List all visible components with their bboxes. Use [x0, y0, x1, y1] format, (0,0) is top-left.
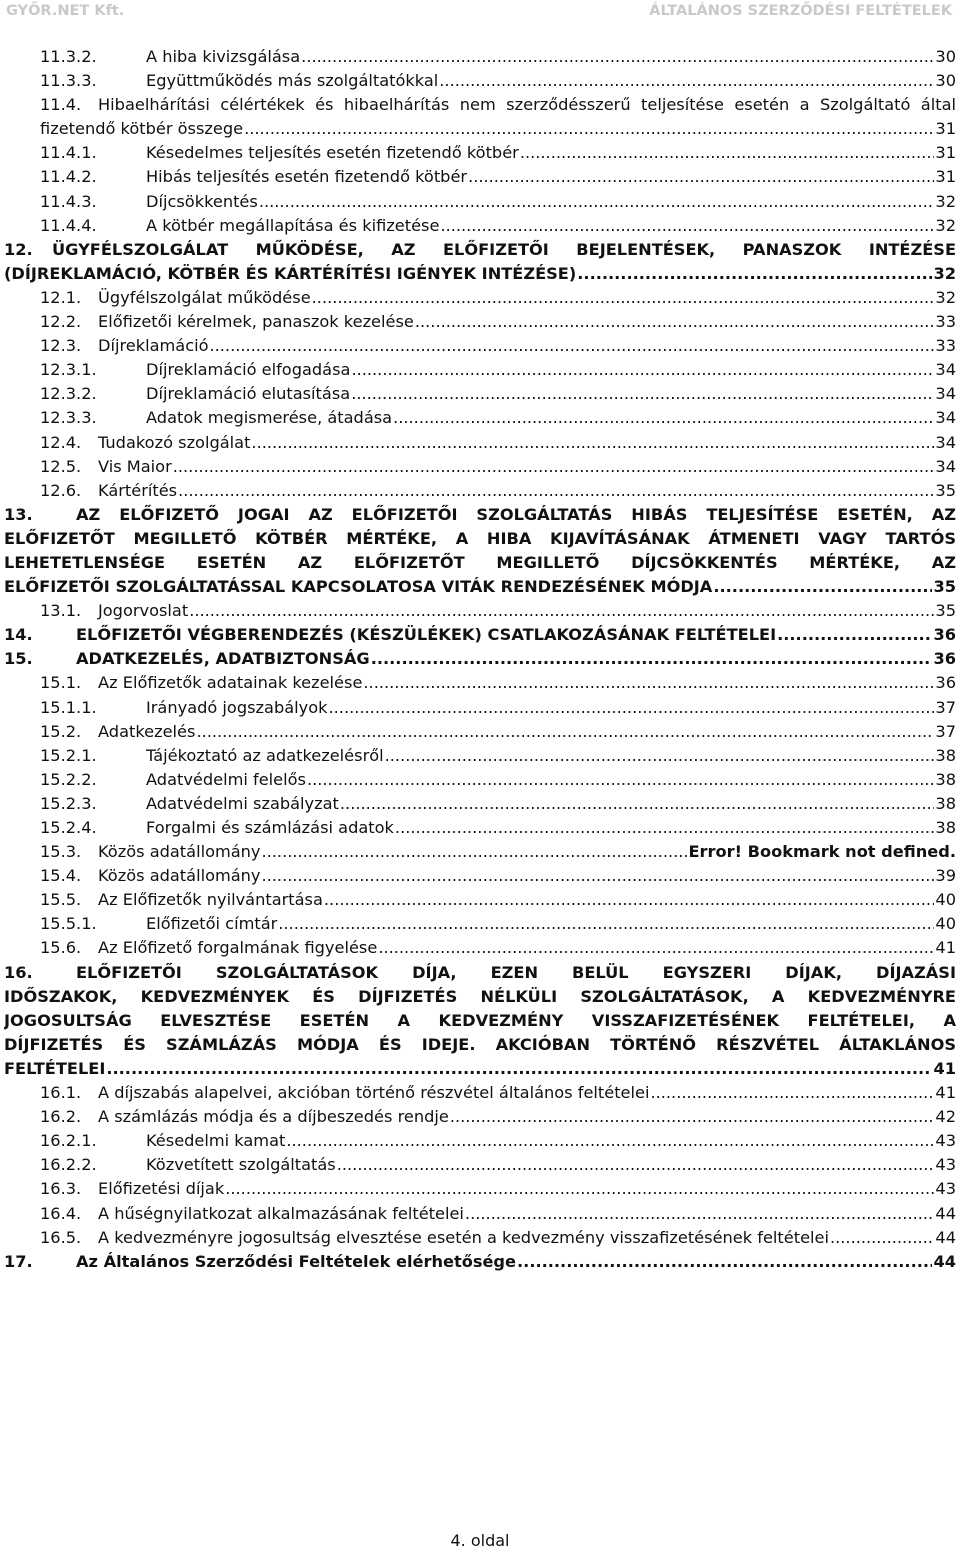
- toc-entry-title: Késedelmes teljesítés esetén fizetendő kötbér: [146, 143, 519, 163]
- toc-entry-page: 38: [935, 769, 956, 789]
- toc-entry[interactable]: [0, 358, 960, 382]
- toc-entry-page: 37: [935, 697, 956, 717]
- toc-entry-title: Vis Maior: [98, 456, 172, 476]
- toc-entry[interactable]: [0, 936, 960, 960]
- toc-entry-number: 11.3.2.: [40, 47, 97, 66]
- toc-entry-title: ELŐFIZETŐI VÉGBERENDEZÉS (KÉSZÜLÉKEK) CSATLAKOZÁSÁNAK FELTÉTELEI: [76, 625, 777, 645]
- toc-entry-number: 16.4.: [40, 1203, 82, 1223]
- toc-entry-number: 11.3.3.: [40, 71, 97, 91]
- dot-leader: [468, 165, 934, 189]
- toc-entry-title: Hibás teljesítés esetén fizetendő kötbér: [146, 167, 468, 187]
- toc-entry-title: Közös adatállomány: [98, 866, 261, 886]
- toc-entry-page: 39: [935, 866, 956, 886]
- toc-entry[interactable]: [0, 190, 960, 214]
- toc-entry-title: Forgalmi és számlázási adatok: [146, 818, 394, 837]
- toc-entry-title: Kártérítés: [98, 480, 178, 500]
- toc-entry-page: 41: [933, 1058, 956, 1078]
- toc-entry[interactable]: [0, 69, 960, 93]
- toc-entry-page: 43: [935, 1179, 956, 1199]
- toc-entry[interactable]: [0, 238, 960, 262]
- toc-entry-number: 16.3.: [40, 1179, 82, 1199]
- dot-leader: [393, 406, 934, 430]
- toc-entry-title: A kedvezményre jogosultság elvesztése esetén a kedvezmény visszafizetésének feltételei: [98, 1227, 829, 1247]
- toc-entry-number: 12.1.: [40, 287, 82, 307]
- toc-entry-title: A számlázás módja és a díjbeszedés rendje: [98, 1107, 449, 1127]
- toc-entry-page: 43: [935, 1155, 956, 1175]
- toc-entry[interactable]: [0, 1129, 960, 1153]
- toc-entry-number: 16.: [4, 962, 33, 982]
- toc-entry[interactable]: [0, 840, 960, 864]
- toc-entry-title: Adatkezelés: [98, 721, 196, 741]
- toc-entry-number: 12.: [4, 239, 33, 259]
- dot-leader: [520, 141, 935, 165]
- toc-entry-title: A kötbér megállapítása és kifizetése: [146, 215, 440, 235]
- toc-entry-title-line: JOGOSULTSÁG ELVESZTÉSE ESETÉN A KEDVEZMÉNY VISSZAFIZETÉSÉNEK FELTÉTELEI, A: [4, 1010, 956, 1030]
- toc-entry-page: 35: [933, 577, 956, 597]
- toc-entry-number: 17.: [4, 1251, 33, 1271]
- dot-leader: [351, 358, 934, 382]
- dot-leader: [301, 45, 934, 69]
- dot-leader: [286, 1129, 934, 1153]
- toc-entry-page: 31: [935, 167, 956, 187]
- toc-entry-continuation: [0, 575, 960, 599]
- dot-leader: [278, 912, 934, 936]
- toc-entry-continuation: [0, 1057, 960, 1081]
- toc-entry[interactable]: [0, 1153, 960, 1177]
- toc-entry-title-line: IDŐSZAKOK, KEDVEZMÉNYEK ÉS DÍJFIZETÉS NÉLKÜLI SZOLGÁLTATÁSOK, A KEDVEZMÉNYRE: [4, 986, 956, 1006]
- toc-entry-title-line: (DÍJREKLAMÁCIÓ, KÖTBÉR ÉS KÁRTÉRÍTÉSI IGÉNYEK INTÉZÉSE): [4, 263, 577, 283]
- toc-entry-continuation: [0, 262, 960, 286]
- toc-entry-page: 30: [935, 47, 956, 66]
- toc-entry-page: 32: [935, 191, 956, 211]
- toc-entry-page: 40: [935, 914, 956, 934]
- toc-entry-number: 12.2.: [40, 312, 82, 332]
- toc-entry-title: Közvetített szolgáltatás: [146, 1155, 336, 1175]
- toc-entry-number: 11.4.: [40, 95, 82, 115]
- toc-entry-title: Az Előfizetők adatainak kezelése: [98, 673, 363, 693]
- toc-entry-title: Tudakozó szolgálat: [98, 432, 251, 452]
- toc-entry-title: A hűségnyilatkozat alkalmazásának feltételei: [98, 1203, 464, 1223]
- dot-leader: [395, 816, 934, 840]
- dot-leader: [777, 623, 932, 647]
- toc-entry-title: Közös adatállomány: [98, 842, 261, 862]
- dot-leader: [210, 334, 935, 358]
- toc-entry[interactable]: [0, 888, 960, 912]
- toc-entry-page: 38: [935, 818, 956, 837]
- toc-entry-number: 12.5.: [40, 456, 82, 476]
- dot-leader: [173, 455, 935, 479]
- toc-entry-title: Az Előfizető forgalmának figyelése: [98, 938, 378, 958]
- dot-leader: [450, 1105, 935, 1129]
- toc-entry[interactable]: [0, 912, 960, 936]
- toc-entry-title: AZ ELŐFIZETŐ JOGAI AZ ELŐFIZETŐI SZOLGÁLTATÁS HIBÁS TELJESÍTÉSE ESETÉN, AZ: [76, 504, 956, 524]
- toc-entry-page: 31: [935, 119, 956, 139]
- toc-entry[interactable]: [0, 1081, 960, 1105]
- dot-leader: [385, 744, 935, 768]
- toc-entry-page: 34: [935, 360, 956, 380]
- toc-entry[interactable]: [0, 165, 960, 189]
- toc-entry-page: 31: [935, 143, 956, 163]
- dot-leader: [329, 696, 935, 720]
- toc-entry-page: 44: [933, 1251, 956, 1271]
- toc-entry-page: 43: [935, 1131, 956, 1151]
- dot-leader: [340, 792, 934, 816]
- toc-entry[interactable]: [0, 744, 960, 768]
- toc-entry-page: 35: [935, 480, 956, 500]
- toc-entry-page: 36: [933, 649, 956, 669]
- toc-entry-page: 36: [933, 625, 956, 645]
- dot-leader: [439, 69, 934, 93]
- toc-entry-number: 11.4.2.: [40, 167, 97, 187]
- toc-entry-page: 34: [935, 432, 956, 452]
- page-header: [0, 0, 960, 26]
- toc-entry[interactable]: [0, 1226, 960, 1250]
- toc-entry-page: 40: [935, 890, 956, 910]
- dot-leader: [363, 671, 934, 695]
- toc-entry-number: 13.1.: [40, 601, 82, 621]
- toc-entry-title: Az Előfizetők nyilvántartása: [98, 890, 323, 910]
- toc-entry-page: 44: [935, 1227, 956, 1247]
- toc-entry-number: 15.4.: [40, 866, 82, 886]
- page-number: 4. oldal: [450, 1531, 510, 1550]
- toc-entry[interactable]: [0, 334, 960, 358]
- toc-entry-continuation: [0, 1033, 960, 1057]
- toc-entry-number: 15.2.3.: [40, 793, 97, 813]
- toc-entry-page: 33: [935, 312, 956, 332]
- toc-entry[interactable]: [0, 671, 960, 695]
- dot-leader: [189, 599, 934, 623]
- toc-entry-number: 15.1.1.: [40, 697, 97, 717]
- toc-entry-number: 15.2.2.: [40, 769, 97, 789]
- toc-entry-number: 15.2.4.: [40, 818, 97, 837]
- toc-entry[interactable]: [0, 623, 960, 647]
- toc-entry-number: 11.4.3.: [40, 191, 97, 211]
- toc-entry-number: 16.2.: [40, 1107, 82, 1127]
- dot-leader: [312, 286, 935, 310]
- toc-entry-page: Error! Bookmark not defined.: [688, 842, 956, 862]
- toc-entry[interactable]: [0, 455, 960, 479]
- dot-leader: [106, 1057, 932, 1081]
- toc-entry-title: Tájékoztató az adatkezelésről: [146, 745, 384, 765]
- dot-leader: [713, 575, 932, 599]
- toc-entry-number: 12.4.: [40, 432, 82, 452]
- dot-leader: [324, 888, 934, 912]
- toc-entry-number: 11.4.1.: [40, 143, 97, 163]
- toc-entry-title-line: ELŐFIZETŐI SZOLGÁLTATÁSSAL KAPCSOLATOSA VITÁK RENDEZÉSÉNEK MÓDJA: [4, 577, 713, 597]
- toc-entry[interactable]: [0, 1105, 960, 1129]
- toc-entry-continuation: [0, 551, 960, 575]
- toc-entry-page: 32: [933, 263, 956, 283]
- toc-entry-page: 44: [935, 1203, 956, 1223]
- toc-entry-page: 41: [935, 1083, 956, 1103]
- toc-entry-continuation: [0, 527, 960, 551]
- toc-entry[interactable]: [0, 214, 960, 238]
- toc-entry-title: ELŐFIZETŐI SZOLGÁLTATÁSOK DÍJA, EZEN BELÜL EGYSZERI DÍJAK, DÍJAZÁSI: [76, 962, 956, 982]
- toc-entry[interactable]: [0, 141, 960, 165]
- toc-entry-number: 11.4.4.: [40, 215, 97, 235]
- dot-leader: [371, 647, 933, 671]
- toc-entry-number: 13.: [4, 504, 33, 524]
- toc-entry-number: 12.3.: [40, 336, 82, 356]
- toc-entry-number: 15.1.: [40, 673, 82, 693]
- toc-entry-page: 30: [935, 71, 956, 91]
- toc-entry-title: Irányadó jogszabályok: [146, 697, 328, 717]
- dot-leader: [251, 431, 934, 455]
- toc-entry-page: 34: [935, 408, 956, 428]
- toc-entry-page: 38: [935, 793, 956, 813]
- toc-entry-title: Előfizetői kérelmek, panaszok kezelése: [98, 312, 414, 332]
- dot-leader: [307, 768, 934, 792]
- toc-entry[interactable]: [0, 696, 960, 720]
- toc-entry-title: ADATKEZELÉS, ADATBIZTONSÁG: [76, 649, 370, 669]
- dot-leader: [577, 262, 932, 286]
- table-of-contents: [0, 45, 960, 1274]
- toc-entry-number: 16.2.2.: [40, 1155, 97, 1175]
- toc-entry[interactable]: [0, 720, 960, 744]
- toc-entry-title: A hiba kivizsgálása: [146, 47, 301, 66]
- toc-entry-page: 33: [935, 336, 956, 356]
- toc-entry-continuation: [0, 985, 960, 1009]
- toc-entry[interactable]: [0, 310, 960, 334]
- toc-entry-title-line: DÍJFIZETÉS ÉS SZÁMLÁZÁS MÓDJA ÉS IDEJE. AKCIÓBAN TÖRTÉNŐ RÉSZVÉTEL ÁLTAKLÁNOS: [4, 1034, 956, 1054]
- toc-entry-title: Előfizetési díjak: [98, 1179, 225, 1199]
- toc-entry-number: 16.1.: [40, 1083, 82, 1103]
- toc-entry[interactable]: [0, 479, 960, 503]
- toc-entry-page: 42: [935, 1107, 956, 1127]
- toc-entry-title-line: ELŐFIZETŐT MEGILLETŐ KÖTBÉR MÉRTÉKE, A HIBA KIJAVÍTÁSÁNAK ÁTMENETI VAGY TARTÓS: [4, 528, 956, 548]
- dot-leader: [650, 1081, 934, 1105]
- toc-entry-title-line: fizetendő kötbér összege: [40, 119, 244, 139]
- dot-leader: [259, 190, 935, 214]
- toc-entry[interactable]: [0, 93, 960, 117]
- toc-entry-title: Előfizetői címtár: [146, 914, 278, 934]
- toc-entry-title: Díjreklamáció elfogadása: [146, 360, 351, 380]
- toc-entry-number: 12.3.2.: [40, 384, 97, 404]
- document-title: ÁLTALÁNOS SZERZŐDÉSI FELTÉTELEK: [649, 3, 952, 19]
- toc-entry[interactable]: [0, 1177, 960, 1201]
- toc-entry-title: A díjszabás alapelvei, akcióban történő részvétel általános feltételei: [98, 1083, 650, 1103]
- toc-entry-title: ÜGYFÉLSZOLGÁLAT MŰKÖDÉSE, AZ ELŐFIZETŐI BEJELENTÉSEK, PANASZOK INTÉZÉSE: [52, 239, 956, 259]
- toc-entry[interactable]: [0, 768, 960, 792]
- dot-leader: [178, 479, 934, 503]
- toc-entry[interactable]: [0, 1202, 960, 1226]
- toc-entry-title: Késedelmi kamat: [146, 1131, 286, 1151]
- toc-entry-number: 15.2.1.: [40, 745, 97, 765]
- company-name: GYŐR.NET Kft.: [6, 3, 125, 19]
- toc-entry-number: 15.5.: [40, 890, 82, 910]
- dot-leader: [465, 1202, 934, 1226]
- toc-entry-page: 38: [935, 745, 956, 765]
- dot-leader: [337, 1153, 935, 1177]
- dot-leader: [244, 117, 934, 141]
- toc-entry-continuation: [0, 117, 960, 141]
- toc-entry-number: 15.3.: [40, 842, 82, 862]
- toc-entry-page: 36: [935, 673, 956, 693]
- dot-leader: [830, 1226, 934, 1250]
- toc-entry-title: Adatvédelmi felelős: [146, 769, 306, 789]
- toc-entry-title: Az Általános Szerződési Feltételek elérhetősége: [76, 1251, 517, 1271]
- dot-leader: [351, 382, 934, 406]
- toc-entry-number: 16.2.1.: [40, 1131, 97, 1151]
- toc-entry-number: 15.6.: [40, 938, 82, 958]
- toc-entry-page: 34: [935, 456, 956, 476]
- toc-entry-title: Díjcsökkentés: [146, 191, 258, 211]
- dot-leader: [440, 214, 934, 238]
- dot-leader: [262, 864, 935, 888]
- toc-entry-number: 12.3.3.: [40, 408, 97, 428]
- toc-entry[interactable]: [0, 864, 960, 888]
- toc-entry[interactable]: [0, 503, 960, 527]
- dot-leader: [378, 936, 934, 960]
- toc-entry-page: 32: [935, 287, 956, 307]
- toc-entry[interactable]: [0, 961, 960, 985]
- toc-entry-title: Együttműködés más szolgáltatókkal: [146, 71, 439, 91]
- toc-entry-page: 34: [935, 384, 956, 404]
- toc-entry[interactable]: [0, 792, 960, 816]
- toc-entry[interactable]: [0, 599, 960, 623]
- toc-entry-title: Adatok megismerése, átadása: [146, 408, 393, 428]
- dot-leader: [517, 1250, 932, 1274]
- dot-leader: [225, 1177, 934, 1201]
- dot-leader: [196, 720, 934, 744]
- toc-entry-number: 16.5.: [40, 1227, 82, 1247]
- toc-entry-number: 12.6.: [40, 480, 82, 500]
- toc-entry-page: 41: [935, 938, 956, 958]
- toc-entry[interactable]: [0, 382, 960, 406]
- toc-entry[interactable]: [0, 647, 960, 671]
- toc-entry[interactable]: [0, 286, 960, 310]
- toc-entry-page: 35: [935, 601, 956, 621]
- toc-entry-title: Adatvédelmi szabályzat: [146, 793, 339, 813]
- toc-entry[interactable]: [0, 431, 960, 455]
- toc-entry-number: 15.5.1.: [40, 914, 97, 934]
- toc-entry[interactable]: [0, 406, 960, 430]
- toc-entry-number: 12.3.1.: [40, 360, 97, 380]
- toc-entry-continuation: [0, 1009, 960, 1033]
- toc-entry-page: 37: [935, 721, 956, 741]
- dot-leader: [262, 840, 688, 864]
- toc-entry-page: 32: [935, 215, 956, 235]
- toc-entry-title: Ügyfélszolgálat működése: [98, 287, 311, 307]
- dot-leader: [415, 310, 935, 334]
- toc-entry-title: Jogorvoslat: [98, 601, 189, 621]
- toc-entry-title: Hibaelhárítási célértékek és hibaelhárítás nem szerződésszerű teljesítése esetén a Szolgáltató által: [98, 95, 956, 115]
- toc-entry[interactable]: [0, 45, 960, 69]
- toc-entry-title: Díjreklamáció: [98, 336, 209, 356]
- toc-entry[interactable]: [0, 816, 960, 840]
- toc-entry-title-line: LEHETETLENSÉGE ESETÉN AZ ELŐFIZETŐT MEGILLETŐ DÍJCSÖKKENTÉS MÉRTÉKE, AZ: [4, 552, 956, 572]
- toc-entry-number: 15.: [4, 649, 33, 669]
- toc-entry[interactable]: [0, 1250, 960, 1274]
- toc-entry-number: 14.: [4, 625, 33, 645]
- toc-entry-number: 15.2.: [40, 721, 82, 741]
- toc-entry-title: Díjreklamáció elutasítása: [146, 384, 351, 404]
- toc-entry-title-line: FELTÉTELEI: [4, 1058, 106, 1078]
